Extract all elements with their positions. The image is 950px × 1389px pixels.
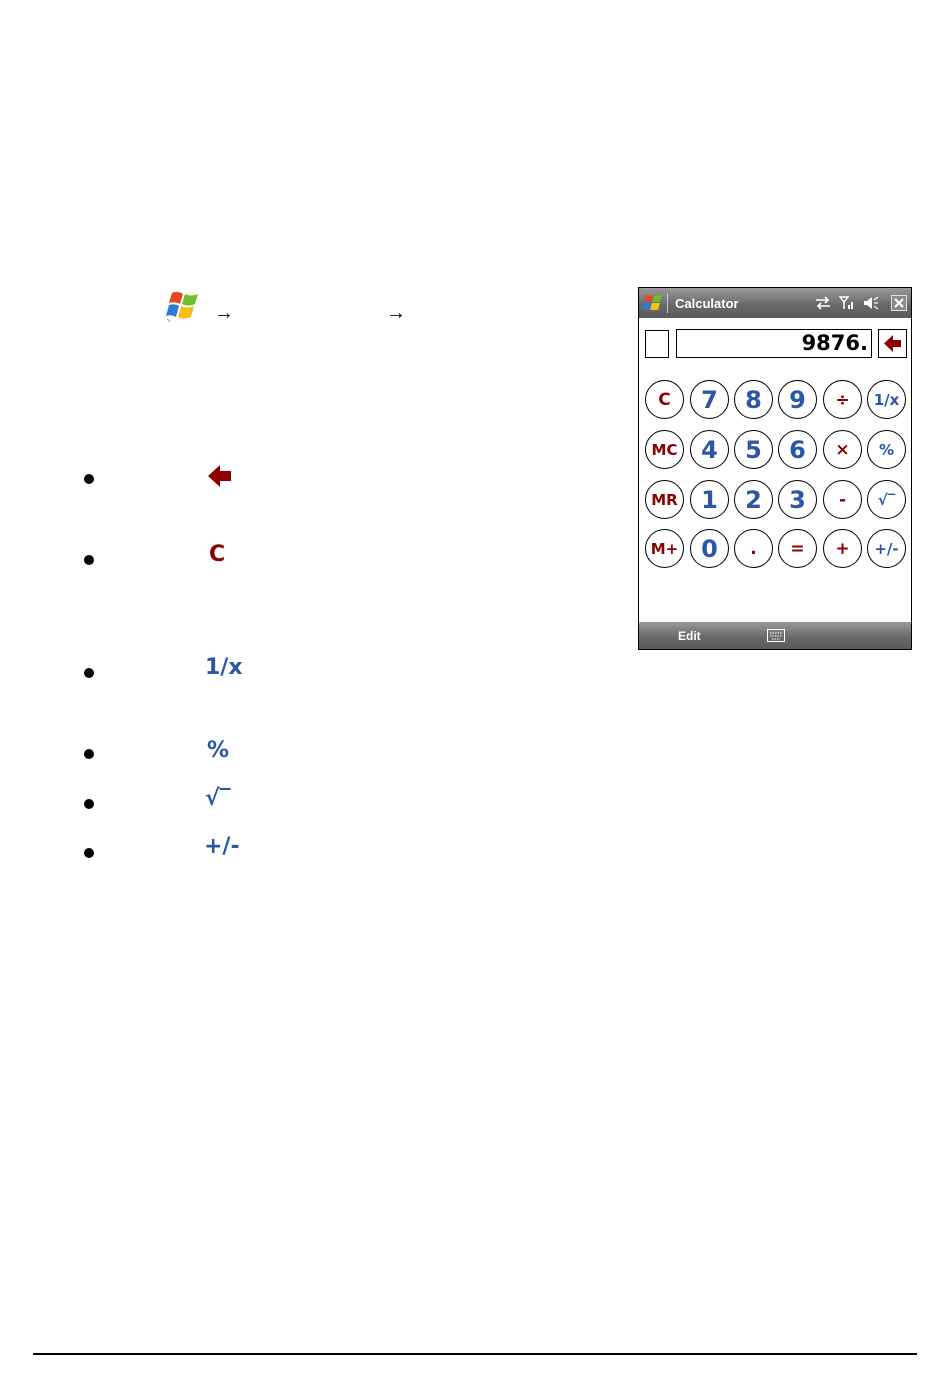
key-subtract[interactable]: - — [823, 480, 862, 519]
key-memory-recall[interactable]: MR — [645, 480, 684, 519]
window-title: Calculator — [675, 296, 739, 311]
key-5[interactable]: 5 — [734, 430, 773, 469]
memory-indicator — [645, 330, 669, 358]
start-menu-icon[interactable] — [642, 292, 666, 314]
bullet-dot — [84, 668, 94, 678]
signal-icon[interactable] — [839, 296, 855, 310]
key-7[interactable]: 7 — [690, 380, 729, 419]
key-divide[interactable]: ÷ — [823, 380, 862, 419]
connectivity-icon[interactable] — [815, 296, 831, 310]
key-reciprocal[interactable]: 1/x — [867, 380, 906, 419]
key-9[interactable]: 9 — [778, 380, 817, 419]
key-multiply[interactable]: × — [823, 430, 862, 469]
key-sign[interactable]: +/- — [867, 529, 906, 568]
footer-rule — [33, 1353, 917, 1355]
backspace-button[interactable] — [878, 329, 907, 358]
key-4[interactable]: 4 — [690, 430, 729, 469]
edit-softkey[interactable]: Edit — [678, 629, 701, 643]
sqrt-symbol: √‾ — [205, 786, 231, 811]
bullet-dot — [84, 555, 94, 565]
close-button[interactable] — [891, 295, 907, 311]
key-clear[interactable]: C — [645, 380, 684, 419]
menu-bar — [639, 622, 911, 649]
key-memory-clear[interactable]: MC — [645, 430, 684, 469]
reciprocal-symbol: 1/x — [205, 655, 243, 680]
key-percent[interactable]: % — [867, 430, 906, 469]
percent-symbol: % — [207, 738, 230, 763]
title-separator — [667, 293, 668, 313]
title-bar — [639, 288, 911, 318]
key-0[interactable]: 0 — [690, 529, 729, 568]
backspace-arrow-icon — [207, 464, 233, 488]
volume-icon[interactable] — [863, 296, 879, 310]
path-arrow-2: → — [386, 302, 406, 324]
key-2[interactable]: 2 — [734, 480, 773, 519]
key-8[interactable]: 8 — [734, 380, 773, 419]
key-sqrt[interactable]: √‾ — [867, 480, 906, 519]
path-arrow-1: → — [214, 302, 234, 324]
bullet-dot — [84, 848, 94, 858]
bullet-dot — [84, 749, 94, 759]
key-equals[interactable]: = — [778, 529, 817, 568]
key-add[interactable]: + — [823, 529, 862, 568]
close-icon — [892, 296, 906, 310]
key-memory-add[interactable]: M+ — [645, 529, 684, 568]
backspace-arrow-icon — [879, 330, 906, 357]
key-decimal[interactable]: . — [734, 529, 773, 568]
key-1[interactable]: 1 — [690, 480, 729, 519]
key-6[interactable]: 6 — [778, 430, 817, 469]
bullet-dot — [84, 799, 94, 809]
keyboard-icon[interactable] — [767, 629, 785, 642]
key-3[interactable]: 3 — [778, 480, 817, 519]
windows-start-icon — [164, 289, 204, 323]
calculator-screenshot — [638, 287, 912, 650]
calculator-display: 9876. — [676, 329, 872, 358]
clear-symbol: C — [209, 542, 226, 567]
sign-symbol: +/- — [204, 834, 240, 859]
bullet-dot — [84, 474, 94, 484]
